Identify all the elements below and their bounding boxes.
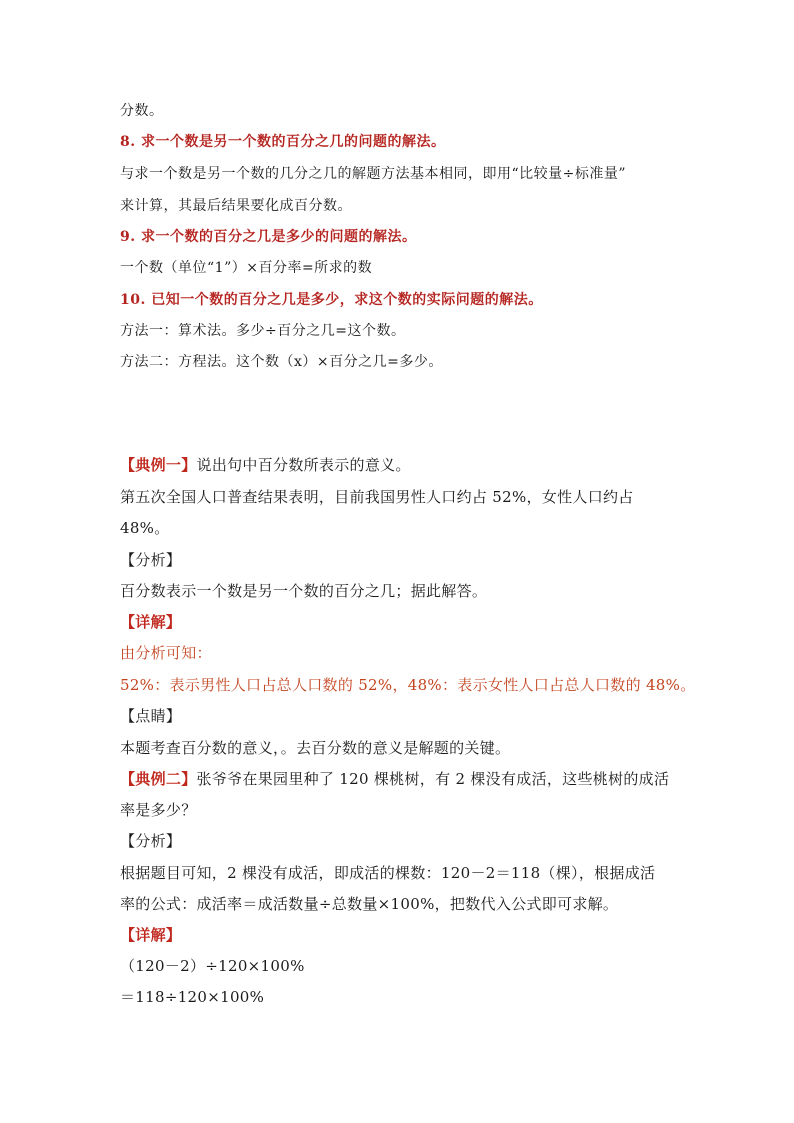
example-2-question-1 (120, 772, 669, 787)
example-2-detail-tag: 【详解】 (120, 926, 182, 944)
example-1-body-2: 48%。 (120, 519, 170, 537)
example-2-analysis-2: 率的公式：成活率＝成活数量÷总数量×100%，把数代入公式即可求解。 (120, 895, 619, 913)
method-8-text-1: 与求一个数是另一个数的几分之几的解题方法基本相同，即用“比较量÷标准量” (120, 166, 627, 182)
method-8-text-2: 来计算，其最后结果要化成百分数。 (120, 198, 352, 214)
example-2-analysis-1: 根据题目可知，2 棵没有成活，即成活的棵数：120－2＝118（棵），根据成活 (120, 864, 656, 882)
example-1-comment-tag: 【点睛】 (120, 707, 182, 725)
example-1-body-1: 第五次全国人口普查结果表明，目前我国男性人口约占 52%，女性人口约占 (120, 488, 634, 506)
example-1-question-text: 说出句中百分数所表示的意义。 (196, 456, 411, 474)
example-2-question-text: 张爷爷在果园里种了 120 棵桃树，有 2 棵没有成活，这些桃树的成活 (196, 770, 670, 788)
heading-method-8: 8. 求一个数是另一个数的百分之几的问题的解法。 (120, 134, 446, 150)
heading-method-9: 9. 求一个数的百分之几是多少的问题的解法。 (120, 229, 417, 245)
example-2-tag: 【典例二】 (120, 770, 197, 788)
example-1-analysis: 百分数表示一个数是另一个数的百分之几；据此解答。 (120, 582, 488, 600)
method-9-text: 一个数（单位“1”）×百分率=所求的数 (120, 260, 373, 276)
example-1-detail-1: 由分析可知： (120, 644, 212, 662)
method-10-option-1: 方法一：算术法。多少÷百分之几=这个数。 (120, 323, 406, 339)
example-2-detail-1: （120－2）÷120×100% (120, 957, 305, 975)
heading-method-10: 10. 已知一个数的百分之几是多少，求这个数的实际问题的解法。 (120, 292, 543, 308)
example-2-detail-2: ＝118÷120×100% (120, 988, 265, 1006)
example-2-analysis-tag: 【分析】 (120, 832, 182, 850)
example-1-comment: 本题考查百分数的意义，。去百分数的意义是解题的关键。 (120, 739, 511, 757)
method-10-option-2: 方法二：方程法。这个数（x）×百分之几=多少。 (120, 354, 443, 370)
example-1-question (120, 458, 411, 473)
text-line-fraction: 分数。 (120, 103, 164, 119)
example-1-analysis-tag: 【分析】 (120, 551, 182, 569)
example-1-tag: 【典例一】 (120, 456, 197, 474)
example-1-detail-tag: 【详解】 (120, 613, 182, 631)
example-2-question-2: 率是多少？ (120, 801, 197, 819)
example-1-detail-2: 52%：表示男性人口占总人口数的 52%，48%：表示女性人口占总人口数的 48%。 (120, 676, 696, 694)
